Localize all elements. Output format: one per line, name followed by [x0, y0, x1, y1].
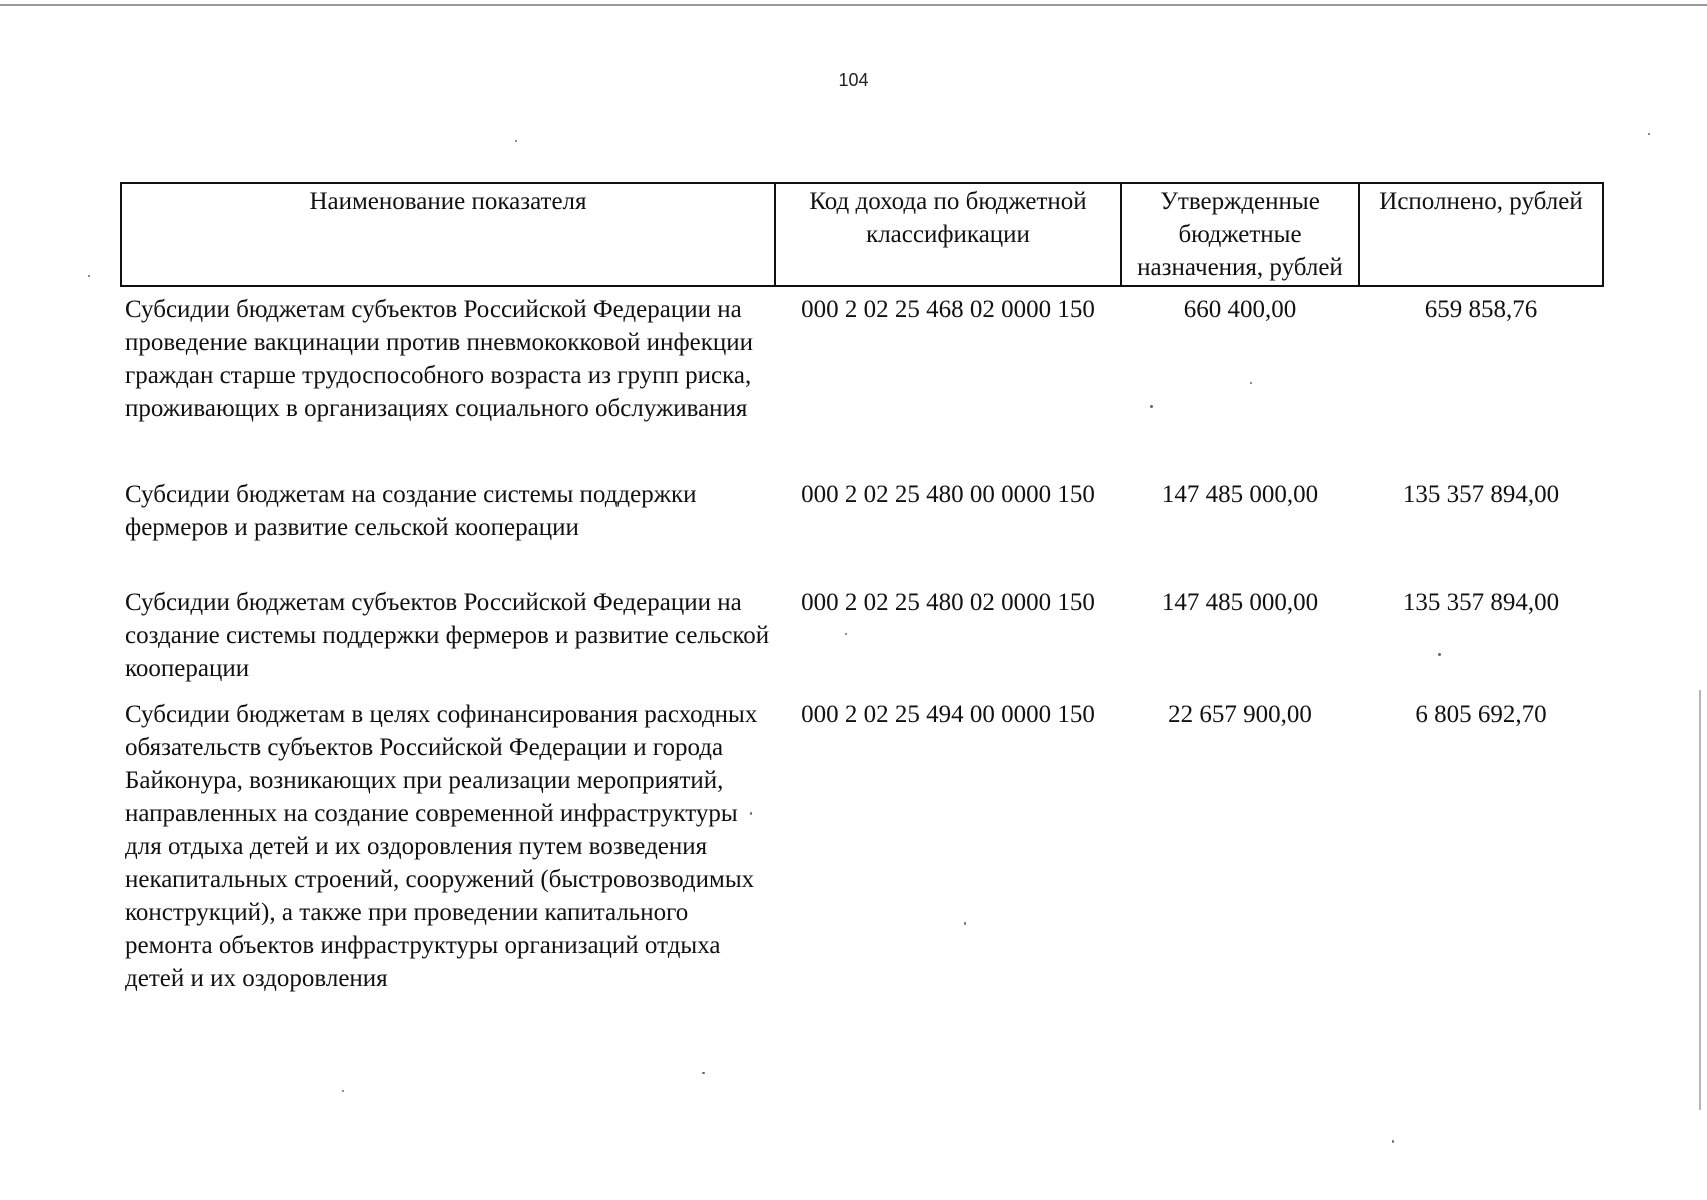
- scan-speck: [702, 1072, 705, 1074]
- row-indicator-name: Субсидии бюджетам субъектов Российской Федерации на проведение вакцинации против пневмококковой инфекции граждан старше трудоспособного возраста из групп риска, проживающих в организациях социального обслуживания: [125, 296, 754, 422]
- scan-speck: [845, 633, 847, 635]
- page-number: 104: [838, 70, 869, 90]
- table-row: [121, 478, 1603, 586]
- header-row: [121, 183, 1603, 286]
- row-executed-amount: 135 357 894,00: [1402, 481, 1560, 508]
- scan-speck: [342, 1090, 344, 1092]
- table-row: [121, 698, 1603, 995]
- scan-speck: [750, 812, 752, 815]
- row-income-code: 000 2 02 25 494 00 0000 150: [801, 701, 1095, 728]
- scan-speck: [1392, 1140, 1394, 1143]
- table-header: [121, 183, 1603, 286]
- table-body: [121, 286, 1603, 995]
- row-indicator-name: Субсидии бюджетам субъектов Российской Федерации на создание системы поддержки фермеров и развитие сельской кооперации: [125, 589, 770, 682]
- scan-speck: [1438, 653, 1441, 656]
- row-approved-amount: 22 657 900,00: [1168, 701, 1312, 728]
- row-approved-amount: 147 485 000,00: [1161, 589, 1319, 616]
- header-executed-amount: Исполнено, рублей: [1359, 183, 1603, 286]
- row-indicator-name: Субсидии бюджетам в целях софинансирования расходных обязательств субъектов Российской Федерации и города Байконура, возникающих при реализации мероприятий, направленных на создание современной инфраструктуры для отдыха детей и их оздоровления путем возведения некапитальных строений, сооружений (быстровозводимых конструкций), а также при проведении капитального ремонта объектов инфраструктуры организаций отдыха детей и их оздоровления: [125, 701, 758, 992]
- table-row: [121, 286, 1603, 478]
- table-row: [121, 586, 1603, 698]
- row-income-code: 000 2 02 25 468 02 0000 150: [801, 296, 1095, 323]
- budget-income-table: [120, 182, 1604, 995]
- header-approved-amount: Утвержденные бюджетные назначения, рублей: [1121, 183, 1359, 286]
- header-income-code: Код дохода по бюджетной классификации: [775, 183, 1121, 286]
- row-executed-amount: 135 357 894,00: [1402, 589, 1560, 616]
- scan-speck: [964, 922, 966, 925]
- scan-speck: [88, 275, 90, 277]
- row-income-code: 000 2 02 25 480 02 0000 150: [801, 589, 1095, 616]
- scan-speck: [1250, 382, 1252, 384]
- row-indicator-name: Субсидии бюджетам на создание системы поддержки фермеров и развитие сельской кооперации: [125, 481, 697, 541]
- scan-right-edge: [1699, 690, 1701, 1110]
- scan-speck: [1150, 405, 1153, 408]
- scan-top-edge: [0, 4, 1707, 6]
- scan-speck: [1648, 133, 1650, 135]
- row-executed-amount: 6 805 692,70: [1415, 701, 1547, 728]
- row-income-code: 000 2 02 25 480 00 0000 150: [801, 481, 1095, 508]
- header-indicator-name: Наименование показателя: [121, 183, 775, 286]
- row-approved-amount: 660 400,00: [1183, 296, 1297, 323]
- row-executed-amount: 659 858,76: [1424, 296, 1538, 323]
- row-approved-amount: 147 485 000,00: [1161, 481, 1319, 508]
- scan-speck: [515, 140, 517, 142]
